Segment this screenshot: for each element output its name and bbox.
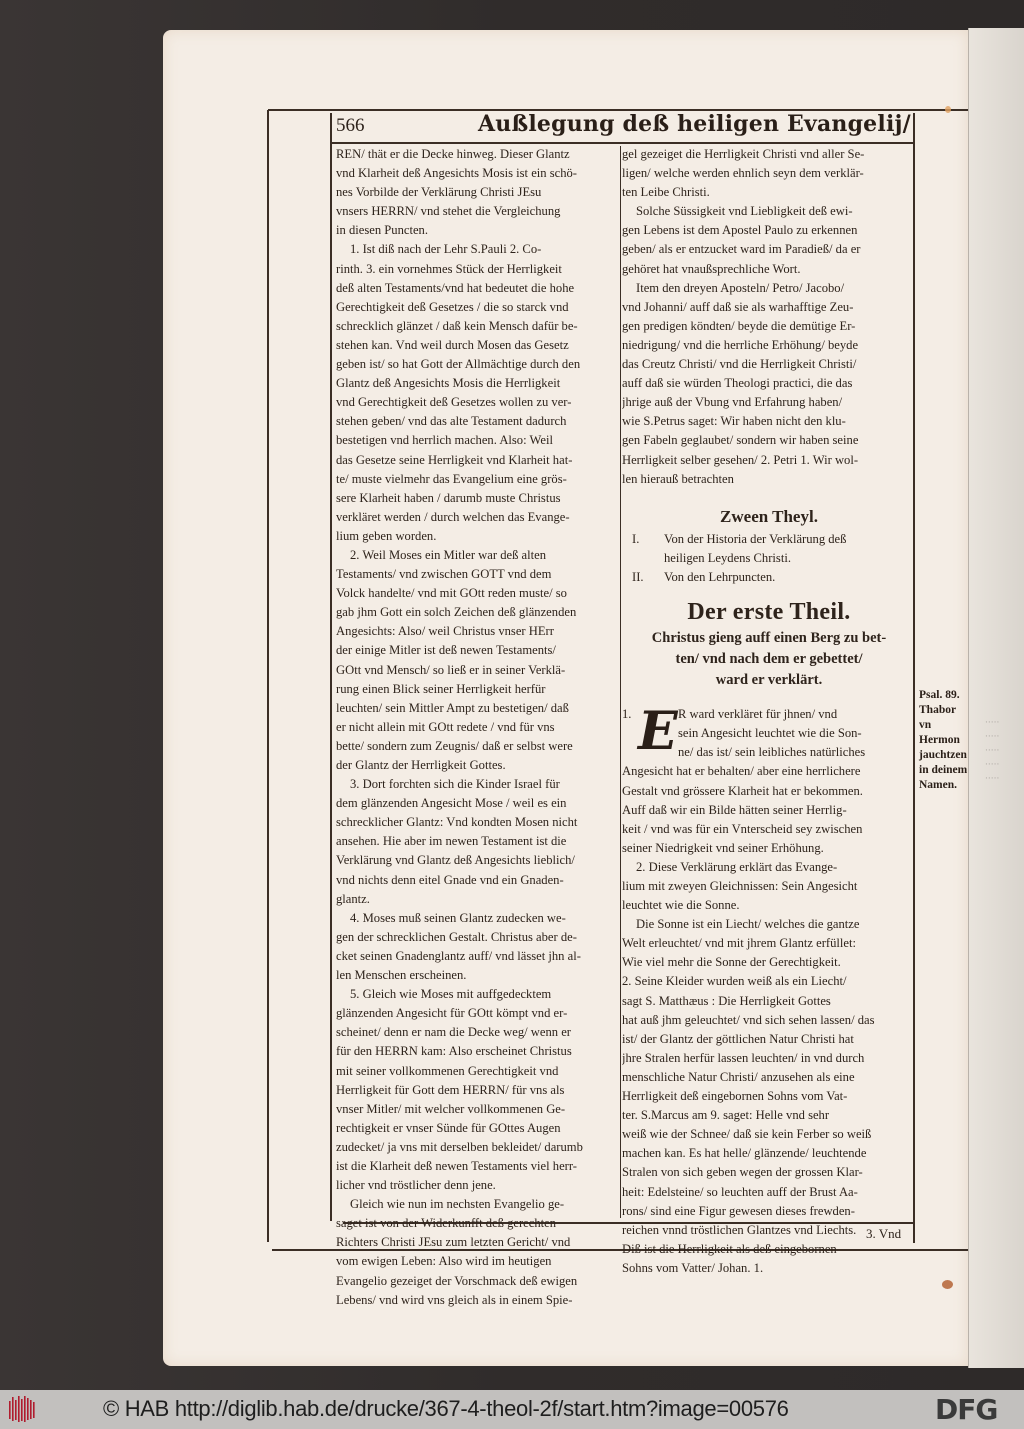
adjacent-page-edge xyxy=(968,28,1024,1368)
text-line: dem glänzenden Angesicht Mose / weil es ein xyxy=(336,796,567,811)
text-line: Gerechtigkeit deß Gesetzes / die so starck vnd xyxy=(336,299,569,314)
text-line: sagt S. Matthæus : Die Herrligkeit Gottes xyxy=(622,993,831,1008)
text-line: das Gesetze seine Herrligkeit vnd Klarheit hat- xyxy=(336,452,573,467)
text-line: Gestalt vnd grössere Klarheit hat er bekommen. xyxy=(622,783,863,798)
text-line: Glantz deß Angesichts Mosis die Herrligkeit xyxy=(336,376,561,391)
margin-note-line: Namen. xyxy=(919,779,958,791)
text-line: sere Klarheit haben / darumb muste Christus xyxy=(336,490,561,505)
text-line: len Menschen erscheinen. xyxy=(336,968,467,983)
hab-barcode-logo-icon xyxy=(6,1393,38,1425)
text-line: ten Leibe Christi. xyxy=(622,185,710,200)
text-line: vnser Mitler/ mit welcher vollkommenen Ge- xyxy=(336,1101,566,1116)
paper-stain xyxy=(942,1280,953,1289)
text-line: Angesicht hat er behalten/ aber eine herrlichere xyxy=(622,764,861,779)
text-line: nes Vorbilde der Verklärung Christi JEsu xyxy=(336,185,542,200)
summary-line: ten/ vnd nach dem er gebettet/ xyxy=(675,651,863,668)
text-line: Solche Süssigkeit vnd Liebligkeit deß ewi- xyxy=(636,204,853,219)
text-line: gen predigen köndten/ beyde die demütige Er- xyxy=(622,318,856,333)
text-line: weiß wie der Schnee/ daß sie kein Ferber so weiß xyxy=(622,1127,872,1142)
text-line: ist/ der Glantz der göttlichen Natur Christi hat xyxy=(622,1031,854,1046)
text-line: Angesichts: Also/ weil Christus vnser HErr xyxy=(336,624,554,639)
part-item xyxy=(622,530,916,568)
part-number: I. xyxy=(632,531,640,546)
text-line: der Glantz der Herrligkeit Gottes. xyxy=(336,758,506,772)
text-line: ansehen. Hie aber im newen Testament ist die xyxy=(336,834,567,849)
dropcap-paragraph xyxy=(622,701,916,763)
text-line: Welt erleuchtet/ vnd mit jhrem Glantz erfüllet: xyxy=(622,936,856,951)
text-line: te/ muste vielmehr das Evangelium eine grös- xyxy=(336,471,567,486)
section-summary xyxy=(622,628,916,691)
text-line: 4. Moses muß seinen Glantz zudecken we- xyxy=(350,910,566,925)
text-line: 5. Gleich wie Moses mit auffgedecktem xyxy=(350,987,552,1002)
text-line: verkläret werden / durch welchen das Evange- xyxy=(336,509,570,524)
text-line: 2. Seine Kleider wurden weiß als ein Liecht/ xyxy=(622,974,847,989)
text-line: Die Sonne ist ein Liecht/ welches die gantze xyxy=(636,917,860,932)
text-line: stehen kan. Vnd weil durch Mosen das Gesetz xyxy=(336,337,569,352)
text-line: gehöret hat vnaußsprechliche Wort. xyxy=(622,261,801,276)
text-line: auff daß sie würden Theologi practici, die das xyxy=(622,376,853,391)
text-line: rinth. 3. ein vornehmes Stück der Herrligkeit xyxy=(336,261,562,276)
text-line: vnd Johanni/ auff daß sie als warhafftige Zeu- xyxy=(622,299,854,314)
text-line: gen Fabeln geglaubet/ sondern wir haben seine xyxy=(622,433,859,448)
header-rule xyxy=(332,142,913,144)
text-line: vnsers HERRN/ vnd stehet die Vergleichung xyxy=(336,204,561,219)
text-line: rung einen Blick seiner Herrligkeit herfür xyxy=(336,681,546,696)
text-line: Wie viel mehr die Sonne der Gerechtigkeit. xyxy=(622,955,841,970)
text-line: glantz. xyxy=(336,891,370,906)
text-line: für den HERRN kam: Also erscheinet Christus xyxy=(336,1044,572,1059)
text-line: Von der Historia der Verklärung deß xyxy=(664,531,847,546)
text-line: leuchtet wie die Sonne. xyxy=(622,898,740,913)
text-line: jhrige auß der Vbung vnd Erfahrung haben/ xyxy=(622,395,843,410)
text-line: stehen geben/ vnd das alte Testament dadurch xyxy=(336,414,567,429)
text-line: zudecket/ ja vns mit derselben bekleidet/ darumb xyxy=(336,1139,583,1154)
text-line: wie S.Petrus saget: Wir haben nicht den klu- xyxy=(622,414,846,429)
text-line: jhre Stralen herfür lassen leuchten/ in vnd durch xyxy=(622,1050,865,1065)
text-line: Volck handelte/ vnd mit GOtt reden muste/ so xyxy=(336,586,567,601)
text-line: saget ist von der Widerkunfft deß gerechten xyxy=(336,1216,557,1231)
text-line: R ward verkläret für jhnen/ vnd xyxy=(678,707,838,722)
text-line: reichen vnnd tröstlichen Glantzes vnd Liechts. xyxy=(622,1222,857,1237)
text-line: 3. Dort forchten sich die Kinder Israel für xyxy=(350,777,560,792)
text-line: gab jhm Gott ein solch Zeichen deß glänzenden xyxy=(336,605,577,620)
parts-heading: Zween Theyl. xyxy=(720,506,818,526)
paragraph-number: 1. xyxy=(622,707,632,722)
text-line: gen der schrecklichen Gestalt. Christus aber de- xyxy=(336,929,577,944)
summary-line: Christus gieng auff einen Berg zu bet- xyxy=(651,630,887,647)
text-line: das Creutz Christi/ vnd die Herrligkeit Christi/ xyxy=(622,357,857,372)
margin-note-line: Hermon xyxy=(919,734,960,746)
column-divider xyxy=(620,146,621,1218)
text-line: heiligen Leydens Christi. xyxy=(664,550,791,565)
catchword: 3. Vnd xyxy=(866,1226,902,1241)
right-column xyxy=(622,145,916,1278)
text-line: der einige Mitler ist deß newen Testaments/ xyxy=(336,643,556,658)
text-line: vnd Klarheit deß Angesichts Mosis ist ein schö- xyxy=(336,166,578,181)
text-line: Auff daß wir ein Bilde hätten seiner Herrlig- xyxy=(622,802,847,817)
margin-note xyxy=(919,688,969,793)
text-line: Herrligkeit selber gesehen/ 2. Petri 1. Wir wol- xyxy=(622,452,859,467)
text-line: vnd nichts denn eitel Gnade vnd ein Gnaden- xyxy=(336,872,564,887)
dfg-logo: DFG xyxy=(935,1393,998,1426)
text-line: bette/ sondern zum Zeugnis/ daß er selbst were xyxy=(336,738,573,753)
text-line: glänzenden Angesicht für GOtt kömpt vnd er- xyxy=(336,1006,568,1021)
text-line: Sohns vom Vatter/ Johan. 1. xyxy=(622,1260,764,1275)
text-line: Von den Lehrpuncten. xyxy=(664,569,776,584)
text-line: Verklärung vnd Glantz deß Angesichts lieblich/ xyxy=(336,853,575,868)
text-line: mit seiner vollkommenen Gerechtigkeit vnd xyxy=(336,1063,559,1078)
text-line: heit: Edelsteine/ so leuchten auff der Brust Aa- xyxy=(622,1184,858,1199)
text-line: rechtigkeit er vnser Sünde für GOttes Augen xyxy=(336,1120,561,1135)
text-line: vom ewigen Leben: Also wird im heutigen xyxy=(336,1254,552,1269)
text-line: leuchten/ sein Mittler Ampt zu bestetigen/ daß xyxy=(336,700,569,715)
footer-bar xyxy=(0,1390,1024,1429)
text-line: gen Lebens ist dem Apostel Paulo zu erkennen xyxy=(622,223,858,238)
text-line: geben ist/ so hat Gott der Allmächtige durch den xyxy=(336,357,581,372)
text-line: ne/ das ist/ sein leibliches natürliches xyxy=(678,745,866,760)
text-line: sein Angesicht leuchtet wie die Son- xyxy=(678,726,862,741)
text-line: schrecklich glänzet / daß kein Mensch dafür be- xyxy=(336,318,578,333)
left-column xyxy=(336,145,616,1310)
inner-frame-left xyxy=(330,113,332,1221)
text-line: Item den dreyen Aposteln/ Petro/ Jacobo/ xyxy=(636,280,845,295)
text-line: ligen/ welche werden ehnlich seyn dem verklär- xyxy=(622,166,864,181)
text-line: 2. Weil Moses ein Mitler war deß alten xyxy=(350,547,547,562)
text-line: licher vnd tröstlicher denn jene. xyxy=(336,1178,496,1193)
summary-line: ward er verklärt. xyxy=(715,672,823,689)
text-line: deß alten Testaments/vnd hat bedeutet die hohe xyxy=(336,280,575,295)
bleed-through-text: ····· ····· ····· ····· ····· xyxy=(985,718,1000,784)
text-line: menschliche Natur Christi/ anzusehen als eine xyxy=(622,1069,855,1084)
part-number: II. xyxy=(632,569,644,584)
copyright-link[interactable]: © HAB http://diglib.hab.de/drucke/367-4-theol-2f/start.htm?image=00576 xyxy=(103,1396,789,1421)
margin-note-line: jauchtzen xyxy=(919,749,967,761)
text-line: 1. Ist diß nach der Lehr S.Pauli 2. Co- xyxy=(350,242,542,257)
text-line: Stralen von sich geben wegen der grossen Klar- xyxy=(622,1165,863,1180)
text-line: seiner Niedrigkeit vnd seiner Erhöhung. xyxy=(622,840,824,855)
text-line: machen kan. Es hat helle/ glänzende/ leuchtende xyxy=(622,1146,867,1161)
text-line: REN/ thät er die Decke hinweg. Dieser Glantz xyxy=(336,147,570,161)
text-line: Testaments/ vnd zwischen GOTT vnd dem xyxy=(336,567,552,582)
text-line: rons/ sind eine Figur gewesen dieses frewden- xyxy=(622,1203,855,1218)
text-line: len hierauß betrachten xyxy=(622,471,734,486)
text-line: lium mit zweyen Gleichnissen: Sein Angesicht xyxy=(622,879,858,893)
outer-frame-left xyxy=(267,110,269,1242)
text-line: GOtt vnd Mensch/ so ließ er in seiner Verklä- xyxy=(336,662,566,677)
text-line: niedrigung/ vnd die herrliche Erhöhung/ beyde xyxy=(622,337,859,352)
part-item xyxy=(622,568,916,587)
paper-stain xyxy=(945,106,951,113)
text-line: Evangelio gezeiget der Vorschmack deß ewigen xyxy=(336,1273,578,1288)
text-line: Herrligkeit für Gott dem HERRN/ für vns als xyxy=(336,1082,565,1097)
text-line: geben/ als er entzucket ward im Paradieß/ da er xyxy=(622,242,861,257)
text-line: vnd Gerechtigkeit deß Gesetzes wollen zu ver- xyxy=(336,395,572,410)
text-line: Lebens/ vnd wird vns gleich als in einem Spie- xyxy=(336,1292,573,1307)
text-line: in diesen Puncten. xyxy=(336,223,428,238)
text-line: hat auß jhm geleuchtet/ vnd sich sehen lassen/ das xyxy=(622,1012,875,1027)
text-line: Richters Christi JEsu zum letzten Gericht/ vnd xyxy=(336,1235,571,1250)
text-line: ter. S.Marcus am 9. saget: Helle vnd sehr xyxy=(622,1108,830,1123)
page-number: 566 xyxy=(336,115,365,136)
text-line: scheinet/ denn er nam die Decke weg/ wenn er xyxy=(336,1025,571,1040)
text-line: keit / vnd was für ein Vnterscheid sey zwischen xyxy=(622,821,863,836)
margin-note-line: Psal. 89. xyxy=(919,689,960,701)
text-line: Gleich wie nun im nechsten Evangelio ge- xyxy=(350,1197,565,1212)
margin-note-line: in deinem xyxy=(919,764,968,776)
text-line: schrecklicher Glantz: Vnd kondten Mosen nicht xyxy=(336,815,578,830)
text-line: Diß ist die Herrligkeit als deß eingebornen xyxy=(622,1241,837,1256)
margin-note-line: Thabor vn xyxy=(919,704,956,731)
text-line: gel gezeiget die Herrligkeit Christi vnd aller Se- xyxy=(622,147,865,161)
drop-cap-initial: E xyxy=(638,701,678,763)
text-line: ist die Klarheit deß newen Testaments viel herr- xyxy=(336,1158,577,1173)
text-line: er nicht allein mit GOtt redete / vnd für vns xyxy=(336,719,555,734)
text-line: cket seinen Gnadenglantz auff/ vnd lässet jhn al- xyxy=(336,948,581,963)
text-line: bestetigen vnd herrlich machen. Also: Weil xyxy=(336,433,553,448)
text-line: 2. Diese Verklärung erklärt das Evange- xyxy=(636,859,838,874)
section-heading: Der erste Theil. xyxy=(687,599,851,626)
running-title: Außlegung deß heiligen Evangelij/ xyxy=(478,111,911,137)
text-line: Herrligkeit deß eingebornen Sohns vom Vat- xyxy=(622,1089,848,1104)
text-line: lium geben worden. xyxy=(336,528,437,543)
